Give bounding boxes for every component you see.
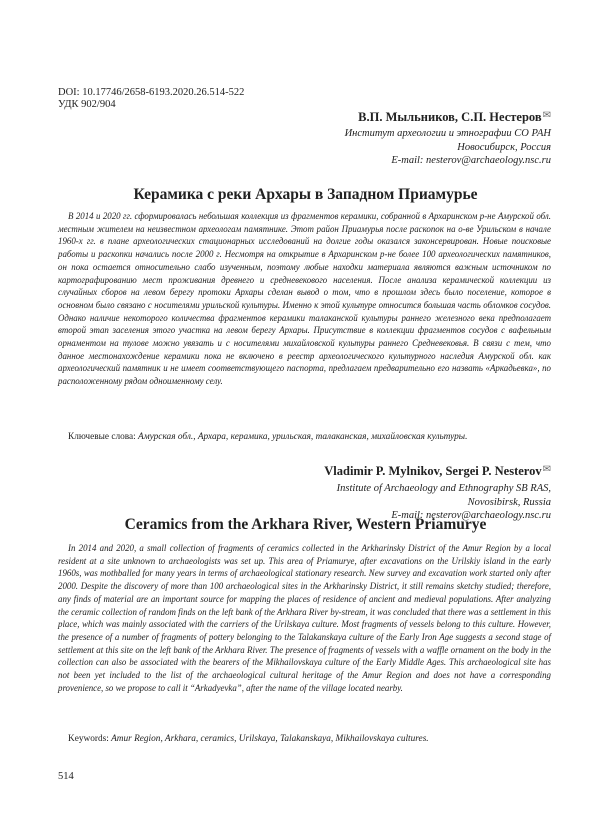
ru-authors-names: В.П. Мыльников, С.П. Нестеров bbox=[358, 110, 542, 124]
en-keywords-label: Keywords: bbox=[68, 734, 109, 744]
ru-title: Керамика с реки Архары в Западном Приамурье bbox=[133, 186, 478, 203]
article-meta bbox=[58, 87, 244, 111]
ru-authors bbox=[358, 110, 551, 125]
ru-city: Новосибирск, Россия bbox=[457, 141, 551, 153]
ru-keywords-label: Ключевые слова: bbox=[68, 432, 136, 442]
en-title: Ceramics from the Arkhara River, Western Priamurye bbox=[124, 516, 487, 533]
envelope-icon: ✉ bbox=[542, 464, 551, 475]
doi[interactable]: DOI: 10.17746/2658-6193.2020.26.514-522 bbox=[58, 87, 245, 98]
en-email[interactable]: E-mail: nesterov@archaeology.nsc.ru bbox=[391, 510, 551, 521]
ru-email[interactable]: E-mail: nesterov@archaeology.nsc.ru bbox=[391, 155, 551, 166]
ru-affiliation bbox=[251, 127, 551, 168]
en-authors-names: Vladimir P. Mylnikov, Sergei P. Nesterov bbox=[324, 464, 542, 478]
en-city: Novosibirsk, Russia bbox=[467, 496, 551, 508]
en-keywords bbox=[68, 733, 551, 745]
page-number: 514 bbox=[58, 771, 74, 782]
ru-institute: Институт археологии и этнографии СО РАН bbox=[344, 128, 551, 139]
en-keywords-values: Amur Region, Arkhara, ceramics, Urilskaya, Talakanskaya, Mikhailovskaya cultures. bbox=[111, 734, 429, 744]
ru-keywords-values: Амурская обл., Архара, керамика, урильская, талаканская, михайловская культуры. bbox=[138, 432, 468, 442]
en-authors bbox=[324, 464, 551, 479]
en-institute: Institute of Archaeology and Ethnography SB RAS, bbox=[336, 483, 551, 494]
udk: УДК 902/904 bbox=[58, 99, 116, 110]
envelope-icon: ✉ bbox=[542, 110, 551, 121]
ru-abstract: В 2014 и 2020 гг. сформировалась небольшая коллекция из фрагментов керамики, собранной в Архаринском р-не Амурской обл. местным жителем на неизвестном археологам памятнике. Этот район Приамурья после раскопок на о-ве Урильском в начале 1960-х гг. в плане археологических стационарных исследований на долгие годы оказался законсервирован. Новые поисковые работы и раскопки начались после 2000 г. Несмотря на открытие в Архаринском р-не более 100 археологических памятников, он пока остается относительно слабо изученным, поэтому любые находки материала являются важным источником по картографированию мест проживания древнего и средневекового населения. После анализа керамической коллекции из случайных сборов на левом берегу протоки Архары сделан вывод о том, что в прошлом здесь было поселение, которое в основном было связано с носителями урильской культуры. Именно к этой культуре относится большая часть обломков сосудов. Однако наличие некоторого количества фрагментов керамики талаканской культуры раннего железного века предполагает второй этап заселения этого участка на левом берегу Архары. Присутствие в коллекции фрагментов сосудов с вафельным орнаментом на тулове можно увязать и с носителями михайловской культуры раннего Средневековья. В связи с тем, что данное местонахождение керамики пока не включено в реестр археологического культурного наследия Амурской обл. как археологический памятник и не имеет соответствующего паспорта, предлагаем предварительно его назвать «Аркадьевка», по расположенному рядом одноименному селу. bbox=[58, 211, 551, 387]
ru-keywords bbox=[68, 431, 551, 443]
en-abstract: In 2014 and 2020, a small collection of fragments of ceramics collected in the Arkharinsky District of the Amur Region by a local resident at a site unknown to archaeologists was set up. This area of Priamurye, after excavations on the Urilskiy island in the early 1960s, was mothballed for many years in terms of archaeological stationary research. New survey and excavation work started only after 2000. Despite the discovery of more than 100 archaeological sites in the Arkharinsky District, it still remains sketchy studied; therefore, any finds of material are an important source for mapping the places of residence of ancient and medieval populations. After analyzing the ceramic collection of random finds on the left bank of the Arkhara River by-stream, it was concluded that there was a settlement in this place, which was mainly associated with the carriers of the Urilskaya culture. Most fragments of vessels belong to this culture. However, the presence of a number of fragments of pottery belonging to the Talakanskaya culture of the Early Iron Age suggests a second stage of settlement at this site on the left bank of the Arkhara River. The presence of fragments of vessels with a waffle ornament on the body in the collection can also be associated with the bearers of the Mikhailovskaya culture of the Early Middle Ages. This archaeological site has not been yet included to the list of the archaeological cultural heritage of the Amur Region and does not have a corresponding provenience, so we propose to call it “Arkadyevka”, after the name of the village located nearby. bbox=[58, 543, 551, 693]
